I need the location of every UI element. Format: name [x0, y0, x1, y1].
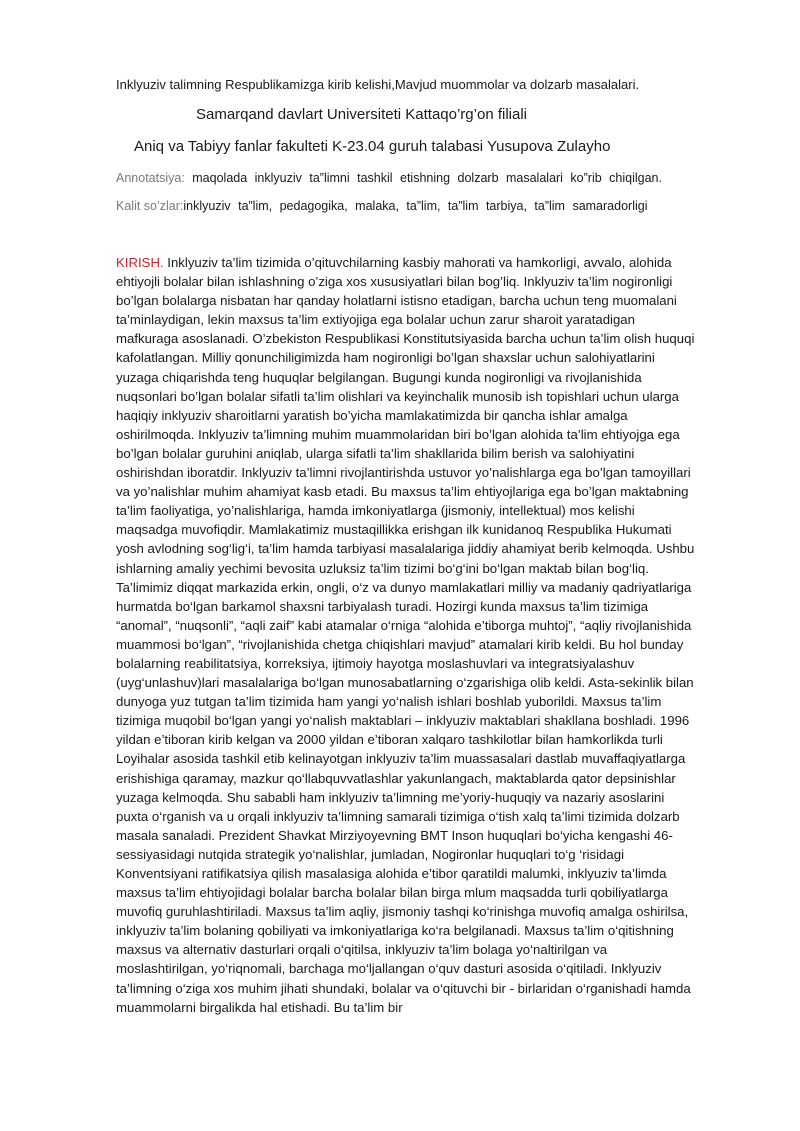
institution-name: Samarqand davlart Universiteti Kattaqo’rg’on filiali — [196, 106, 527, 123]
document-title: Inklyuziv talimning Respublikamizga kirib kelishi,Mavjud muommolar va dolzarb masalalari. — [116, 77, 640, 92]
annotation-text: maqolada inklyuziv ta”limni tashkil etishning dolzarb masalalari ko”rib chiqilgan. — [184, 171, 662, 185]
keywords-row — [116, 197, 688, 215]
author-line: Aniq va Tabiyy fanlar fakulteti K-23.04 guruh talabasi Yusupova Zulayho — [134, 138, 611, 155]
keywords-text: inklyuziv ta”lim, pedagogika, malaka, ta”lim, ta”lim tarbiya, ta”lim samaradorligi — [183, 199, 648, 213]
intro-text: Inklyuziv ta’lim tizimida o’qituvchilarning kasbiy mahorati va hamkorligi, avvalo, alohida ehtiyojli bolalar bilan ishlashning o’ziga xos xususiyatlari bilan bog’liq. Inklyuziv ta’lim nogironligi bo’lgan bolalarga nisbatan har qanday holatlarni istisno etadigan, barcha uchun teng muomalani ta’minlaydigan, lekin maxsus ta’lim extiyojiga ega bolalar uchun zarur sharoit yaratadigan mafkuraga asoslanadi. O’zbekiston Respublikasi Konstitutsiyasida barcha uchun ta’lim olish huquqi kafolatlangan. Milliy qonunchiligimizda ham nogironligi bo’lgan shaxslar uchun salohiyatlarini yuzaga chiqarishda teng huquqlar belgilangan. Bugungi kunda nogironligi va rivojlanishida nuqsonlari bo’lgan bolalar sifatli ta’lim olishlari va keyinchalik munosib ish topishlari uchun ularga haqiqiy inklyuziv sharoitlarni yaratish bo’yicha mamlakatimizda bir qancha ishlar amalga oshirilmoqda. Inklyuziv ta’limning muhim muammolaridan biri bo’lgan alohida ta’lim ehtiyojga ega bo’lgan bolalar guruhini aniqlab, ularga sifatli ta’lim shakllarida bilim berish va salohiyatini oshirishdan iboratdir. Inklyuziv ta’limni rivojlantirishda ustuvor yo’nalishlarga ega bo’lgan tamoyillari va yo’nalishlar muhim ahamiyat kasb etadi. Bu maxsus ta’lim ehtiyojlariga ega bo’lgan maktabning ta’lim faoliyatiga, yo’nalishlariga, hamda imkoniyatlarga (jismoniy, intellektual) mos kelishi maqsadga muvofiqdir. Mamlakatimiz mustaqillikka erishgan ilk kunidanoq Respublika Hukumati yosh avlodning sog‘lig‘i, ta’lim hamda tarbiyasi masalalariga jiddiy ahamiyat berib kelmoqda. Ushbu ishlarning amaliy yechimi bevosita uzluksiz ta’lim tizimi bo‘g‘ini bo‘lgan maktab bilan bog‘liq. Ta’limimiz diqqat markazida erkin, ongli, o‘z va dunyo mamlakatlari milliy va madaniy qadriyatlariga hurmatda bo‘lgan barkamol shaxsni tarbiyalash turadi. Hozirgi kunda maxsus ta’lim tizimiga “anomal”, “nuqsonli”, “aqli zaif” kabi atamalar o‘rniga “alohida e’tiborga muhtoj”, “aqliy rivojlanishida muammosi bo‘lgan”, “rivojlanishida chetga chiqishlari mavjud” atamalari kirib keldi. Bu hol bunday bolalarning reabilitatsiya, korreksiya, ijtimoiy hayotga moslashuvlari va integratsiyalashuv (uyg‘unlashuv)lari masalalariga bo‘lgan munosabatlarning o‘zgarishiga olib keldi. Asta-sekinlik bilan dunyoga yuz tutgan ta’lim tizimida ham yangi yo‘nalish ishlari boshlab yuborildi. Maxsus ta’lim tizimiga muqobil bo‘lgan yangi yo‘nalish maktablari – inklyuziv maktablari shakllana boshladi. 1996 yildan e’tiboran kirib kelgan va 2000 yildan e’tiboran xalqaro tashkilotlar bilan hamkorlikda turli Loyihalar asosida tashkil etib kelinayotgan inklyuziv ta’lim muassasalari dastlab muvaffaqiyatlarga erishishiga qaramay, mazkur qo‘llabquvvatlashlar yakunlangach, maktablarda qator depsinishlar yuzaga kelmoqda. Shu sababli ham inklyuziv ta’limning me’yoriy-huquqiy va nazariy asoslarini puxta o‘rganish va u orqali inklyuziv ta’limning samarali tizimiga o‘tish xalq ta’limi tizimida dolzarb masala sanaladi. Prezident Shavkat Mirziyoyevning BMT Inson huquqlari bo‘yicha kengashi 46- sessiyasidagi nutqida strategik yo‘nalishlar, jumladan, Nogironlar huquqlari to‘g ‘risidagi Konventsiyani ratifikatsiya qilish masalasiga alohida e’tibor qaratildi malumki, inklyuziv ta’limda maxsus ta’lim ehtiyojidagi bolalar barcha bolalar bilan birga mlum maqsadda turli qobiliyatlarga muvofiq guruhlashtiriladi. Maxsus ta’lim aqliy, jismoniy tashqi ko‘rinishga muvofiq amalga oshirilsa, inklyuziv ta’lim bolaning qobiliyati va imkoniyatlariga ko‘ra belgilanadi. Maxsus ta’lim o‘qitishning maxsus va alternativ dasturlari orqali o‘qitilsa, inklyuziv ta’lim bolaga yo‘naltirilgan va moslashtirilgan, yo‘riqnomali, barchaga mo‘ljallangan o‘quv dasturi asosida o‘qitiladi. Inklyuziv ta’limning o‘ziga xos muhim jihati shundaki, bolalar va o‘qituvchi bir - birlaridan o‘rganishadi hamda muammolarni birgalikda hal etishadi. Bu ta’lim bir — [116, 255, 695, 1015]
intro-label: KIRISH. — [116, 255, 164, 270]
keywords-label: Kalit so’zlar: — [116, 199, 184, 213]
annotation-row — [116, 169, 688, 187]
annotation-label: Annotatsiya: — [116, 171, 185, 185]
intro-paragraph — [116, 253, 696, 1017]
